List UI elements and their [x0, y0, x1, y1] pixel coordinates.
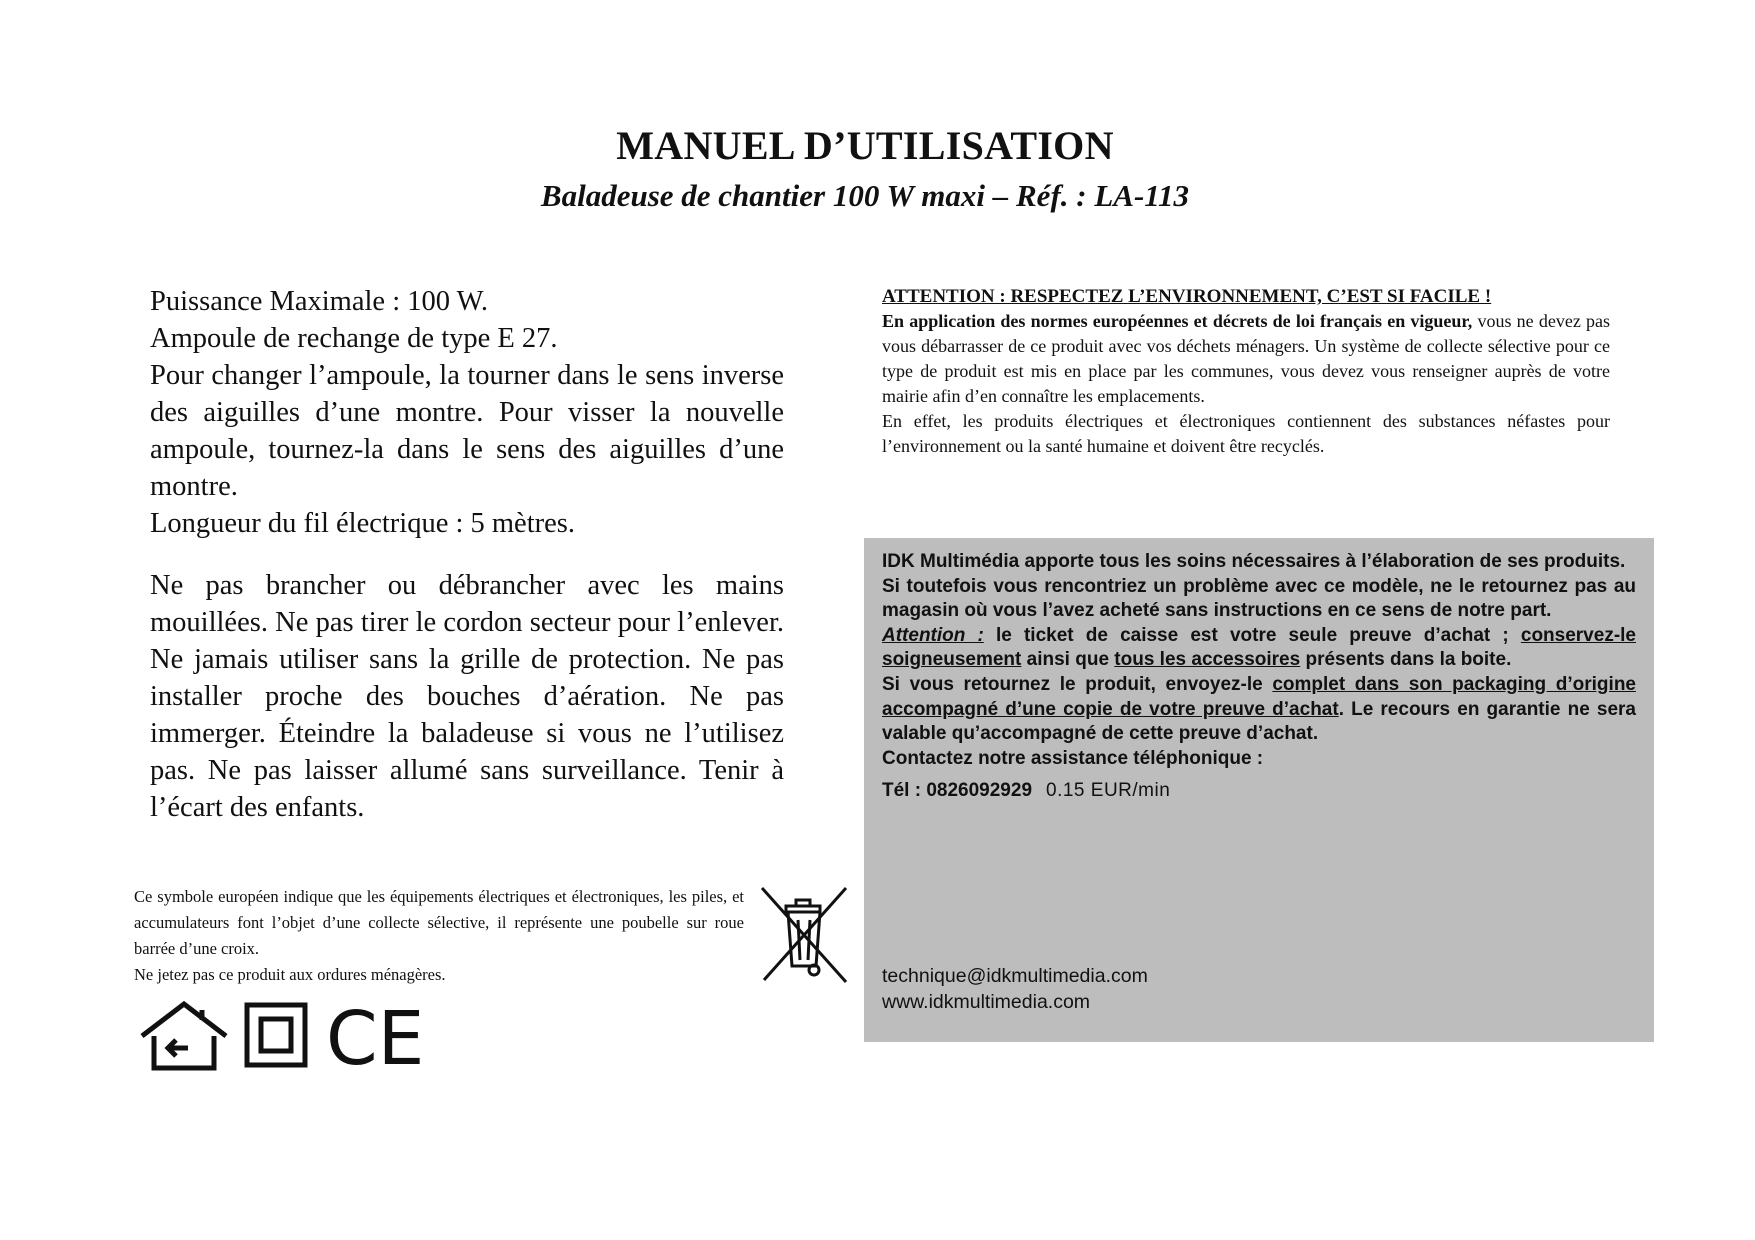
- environment-heading: ATTENTION : RESPECTEZ L’ENVIRONNEMENT, C’EST SI FACILE !: [882, 286, 1492, 307]
- spec-bulb: Ampoule de rechange de type E 27.: [150, 323, 558, 354]
- support-ticket: [882, 624, 1636, 673]
- page-subtitle: Baladeuse de chantier 100 W maxi – Réf. : LA-113: [540, 178, 1190, 213]
- environment-lead: En application des normes européennes et décrets de loi français en vigueur,: [882, 311, 1473, 331]
- support-return: [882, 673, 1636, 747]
- weee-note: [134, 884, 744, 988]
- return-packaging-text: complet dans son packaging d’origine accompagné d’une copie de votre preuve d’achat: [882, 673, 1636, 720]
- safety-instructions: Ne pas brancher ou débrancher avec les mains mouillées. Ne pas tirer le cordon secteur pour l’enlever. Ne jamais utiliser sans la grille de protection. Ne pas installer proche des bouches d’aération. Ne pas immerger. Éteindre la baladeuse si vous ne l’utilisez pas. Ne pas laisser allumé sans surveillance. Tenir à l’écart des enfants.: [150, 570, 784, 823]
- support-intro: IDK Multimédia apporte tous les soins nécessaires à l’élaboration de ses produits.: [882, 551, 1626, 572]
- support-website: www.idkmultimedia.com: [882, 990, 1091, 1013]
- environment-paragraph-2: En effet, les produits électriques et électroniques contiennent des substances néfastes pour l’environnement ou la santé humaine et doivent être recyclés.: [882, 411, 1610, 456]
- ce-mark-text: CE: [326, 996, 425, 1082]
- keep-receipt-text: conservez-le soigneusement: [882, 624, 1636, 671]
- support-contacts: [882, 964, 1148, 1015]
- spec-change-bulb: Pour changer l’ampoule, la tourner dans le sens inverse des aiguilles d’une montre. Pour visser la nouvelle ampoule, tournez-la dans le sens des aiguilles d’une montre.: [150, 360, 784, 502]
- weee-note-text: Ce symbole européen indique que les équipements électriques et électroniques, les piles, et accumulateurs font l’objet d’une collecte sélective, il représente une poubelle sur roue barrée d’une croix.: [134, 887, 744, 958]
- page-title: MANUEL D’UTILISATION: [616, 123, 1114, 168]
- spec-cable: Longueur du fil électrique : 5 mètres.: [150, 508, 575, 539]
- ticket-text-2: ainsi que: [1021, 649, 1115, 671]
- phone-rate: 0.15 EUR/min: [1046, 780, 1171, 802]
- support-box: [864, 538, 1654, 1042]
- double-insulation-icon: [244, 1002, 308, 1068]
- accessories-text: tous les accessoires: [1114, 649, 1301, 671]
- indoor-use-icon: [138, 1000, 230, 1072]
- environment-text: vous ne devez pas vous débarrasser de ce produit avec vos déchets ménagers. Un système de collecte sélective pour ce type de produit est mis en place par les communes, vous devez vous renseigner auprès de votre mairie afin d’en connaître les emplacements.: [882, 311, 1610, 406]
- return-text: Si vous retournez le produit, envoyez-le: [882, 673, 1273, 695]
- support-email: technique@idkmultimedia.com: [882, 965, 1148, 987]
- support-phone: [882, 779, 1636, 804]
- crossed-bin-icon: [758, 884, 850, 986]
- environment-paragraph-1: [882, 309, 1610, 409]
- ce-mark-icon: [326, 996, 425, 1082]
- specs-section: [150, 283, 784, 826]
- support-contact: Contactez notre assistance téléphonique :: [882, 747, 1264, 769]
- environment-section: [882, 284, 1610, 459]
- attention-label: Attention :: [882, 624, 984, 646]
- spec-power: Puissance Maximale : 100 W.: [150, 286, 489, 317]
- ticket-text: le ticket de caisse est votre seule preuve d’achat ;: [983, 624, 1521, 646]
- phone-number: Tél : 0826092929: [882, 780, 1033, 802]
- support-problem: Si toutefois vous rencontriez un problème avec ce modèle, ne le retournez pas au magasin où vous l’avez acheté sans instructions en ce sens de notre part.: [882, 575, 1636, 622]
- weee-note-warning: Ne jetez pas ce produit aux ordures ménagères.: [134, 965, 446, 984]
- ticket-text-3: présents dans la boite.: [1300, 649, 1512, 671]
- return-text-2: . Le recours en garantie ne sera valable qu’accompagné de cette preuve d’achat.: [882, 698, 1636, 745]
